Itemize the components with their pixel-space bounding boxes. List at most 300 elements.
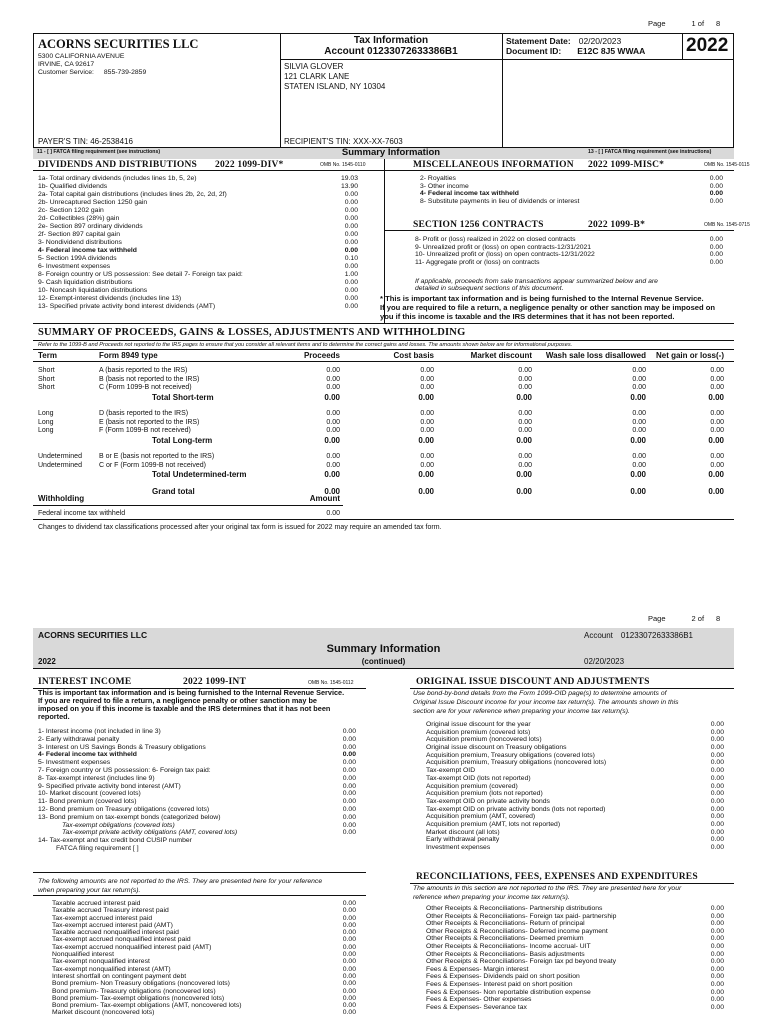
summary-subtitle: (continued) [361,657,406,666]
value-cell: 0.00 [632,452,646,460]
line-item [38,279,358,287]
line-label: 3- Other income [420,182,469,190]
divider [33,361,734,362]
div-section-title: DIVIDENDS AND DISTRIBUTIONS [38,160,198,170]
line-item [38,767,356,775]
line-label: Bond premium- Tax-exempt obligations (AMT, noncovered lots) [52,1002,242,1010]
line-value: 0.00 [342,1009,356,1017]
line-label: Investment expenses [426,844,491,851]
line-label: 10- Market discount (covered lots) [38,790,141,798]
proceeds-note: Refer to the 1099-B and Proceeds not reported to the IRS pages to ensure that you consider all relevant items and to determine the correct gains and losses. The amounts shown below are for informational purposes. [38,342,573,348]
line-label: 10- Unrealized profit or (loss) on open contracts-12/31/2022 [415,251,595,259]
line-value: 0.00 [342,751,356,759]
line-item [38,822,356,830]
value-cell: 0.00 [420,427,434,435]
page-label: Page [648,19,666,28]
line-value: 13.90 [340,183,358,190]
col-cost-basis: Cost basis [393,351,434,360]
line-label: Fees & Expenses- Dividends paid on short position [426,973,580,981]
line-value: 0.00 [342,914,356,922]
line-value: 0.00 [344,199,358,206]
line-label: Tax-exempt accrued interest paid [52,914,153,922]
line-label: 5- Section 199A dividends [38,255,117,262]
line-value: 0.00 [344,287,358,294]
value-cell: 0.00 [418,470,434,480]
line-label: 2b- Unrecaptured Section 1250 gain [38,199,148,206]
value-cell: 0.00 [710,367,724,374]
fatca-11: 11 - [ ] FATCA filing requirement (see instructions) [37,149,161,155]
document-id [506,47,645,57]
oid-note-2: Original Issue Discount income for your income tax return(s). The amounts shown in this [413,699,679,706]
rec-section-title: RECONCILIATIONS, FEES, EXPENSES AND EXPENDITURES [416,872,698,882]
line-item [426,966,724,974]
line-value: 0.00 [709,243,723,251]
value-cell: 0.00 [516,487,532,497]
line-value: 0.00 [710,965,724,973]
type-cell: Total Short-term [152,392,214,402]
line-value: 0.00 [710,950,724,958]
line-item [426,996,724,1004]
line-item [415,259,723,267]
line-item [52,951,356,958]
type-cell: B or E (basis not reported to the IRS) [99,452,215,460]
divider [410,883,734,884]
payer-address-1: 5300 CALIFORNIA AVENUE [38,53,125,60]
value-cell: 0.00 [632,384,646,392]
rec-lines [426,905,724,1011]
misc-form: 2022 1099-MISC* [588,160,665,170]
line-item [426,943,724,951]
fatca-13: 13 - [ ] FATCA filing requirement (see instructions) [588,149,712,155]
value-cell: 0.00 [632,427,646,435]
line-value: 0.00 [342,766,356,774]
line-value: 0.00 [342,813,356,821]
term-cell: Long [38,427,54,435]
line-label: Acquisition premium (noncovered lots) [426,736,542,744]
line-item [38,255,358,263]
line-label: Other Receipts & Reconciliations- Partnership distributions [426,905,603,912]
service-phone: 855-739-2859 [103,69,147,76]
line-item [426,721,724,729]
line-item [52,1009,356,1016]
line-label: 9- Unrealized profit or (loss) on open contracts-12/31/2021 [415,243,592,251]
value-cell: 0.00 [630,470,646,480]
int-not-reported-2: when preparing your tax return(s). [38,887,141,894]
line-label: Tax-exempt OID on private activity bonds (lots not reported) [426,805,606,813]
value-cell: 0.00 [420,367,434,374]
line-value: 0.00 [342,921,356,929]
recipient-address-2: STATEN ISLAND, NY 10304 [284,82,386,91]
line-item [52,900,356,907]
account [584,631,693,640]
rec-note-1: The amounts in this section are not reported to the IRS. They are presented here for your [413,885,682,892]
line-label: Tax-exempt accrued nonqualified interest paid [52,936,191,944]
line-label: Market discount (all lots) [426,828,500,836]
line-item [52,988,356,995]
line-value: 0.00 [710,736,724,744]
value-cell: 0.00 [710,384,724,392]
divider [33,505,343,506]
line-item [426,1004,724,1012]
line-item [426,913,724,921]
table-row [38,376,724,385]
type-cell: Total Long-term [152,435,213,445]
line-label: Bond premium- Treasury obligations (noncovered lots) [52,987,216,995]
divider [33,895,366,896]
value-cell: 0.00 [324,470,340,480]
divider [33,349,734,350]
value-cell: 0.00 [324,392,340,402]
line-item [52,966,356,973]
value-cell: 0.00 [324,435,340,445]
line-item [38,271,358,279]
line-value: 0.00 [709,175,723,182]
line-label: Original issue discount on Treasury obligations [426,744,567,752]
line-value: 0.00 [342,805,356,813]
account-label: Account [584,631,613,640]
type-cell: F (Form 1099-B not received) [99,427,191,435]
value-cell: 0.00 [632,375,646,383]
line-value: 0.00 [710,782,724,790]
divider [682,33,683,60]
value-cell: 0.00 [632,367,646,374]
type-cell: Grand total [152,487,195,497]
value-cell: 0.00 [420,409,434,417]
line-value: 0.00 [342,958,356,966]
line-value: 0.00 [342,943,356,951]
value-cell: 0.00 [420,384,434,392]
recipient-tin: RECIPIENT'S TIN: XXX-XX-7603 [284,137,403,146]
table-row [38,427,724,436]
proceeds-section-title: SUMMARY OF PROCEEDS, GAINS & LOSSES, ADJUSTMENTS AND WITHHOLDING [38,327,466,338]
document-id-label: Document ID: [506,46,562,56]
line-item [38,207,358,215]
value-cell: 0.00 [420,461,434,469]
value-cell: 0.00 [632,461,646,469]
line-item [426,783,724,791]
int-important-4: reported. [38,712,70,721]
line-label: Tax-exempt OID on private activity bonds [426,797,550,805]
line-value: 0.00 [344,191,358,198]
line-value: 0.00 [342,759,356,767]
important-3: you if this income is taxable and the IRS determines that it has not been reported. [380,312,675,321]
line-item [420,183,723,191]
line-value: 0.00 [342,782,356,790]
line-value: 0.00 [344,215,358,222]
line-item [426,981,724,989]
divider [280,59,734,60]
line-label: 2d- Collectibles (28%) gain [38,215,120,222]
line-item [38,215,358,223]
type-cell: B (basis not reported to the IRS) [99,375,200,383]
s1256-section-title: SECTION 1256 CONTRACTS [413,220,544,230]
term-cell: Undetermined [38,452,82,460]
line-value: 0.00 [710,767,724,775]
line-item [38,175,358,183]
value-cell: 0.00 [710,418,724,426]
page-number [648,615,720,624]
value-cell: 0.00 [708,470,724,480]
oid-note-1: Use bond-by-bond details from the Form 1099-OID page(s) to determine amounts of [413,690,667,697]
int-lines [38,728,356,853]
document-id-value: E12C 8J5 WWAA [577,46,646,56]
value-cell: 0.00 [518,367,532,374]
line-item [426,752,724,760]
line-item [52,980,356,987]
line-label: 6- Investment expenses [38,263,111,270]
line-value: 0.00 [710,912,724,920]
line-label: 2- Royalties [420,175,456,182]
line-label: Acquisition premium (lots not reported) [426,790,543,798]
line-label: Other Receipts & Reconciliations- Foreign tax paid- partnership [426,912,617,920]
payer-tin: PAYER'S TIN: 46-2538416 [38,137,133,146]
misc-lines [420,175,723,205]
line-label: 2f- Section 897 capital gain [38,231,120,238]
line-value: 0.00 [710,988,724,996]
value-cell: 0.00 [518,452,532,460]
line-value: 0.00 [342,980,356,988]
line-value: 0.00 [344,247,358,254]
line-label: Taxable accrued Treasury interest paid [52,907,169,915]
line-value: 0.00 [342,987,356,995]
line-value: 0.00 [344,279,358,286]
divider [33,519,734,520]
line-item [415,244,723,252]
line-item [52,944,356,951]
line-item [38,199,358,207]
line-item [38,775,356,783]
line-item [426,928,724,936]
important-1: * This is important tax information and is being furnished to the Internal Revenue Service. [380,294,704,303]
line-item [426,951,724,959]
value-cell: 0.00 [418,435,434,445]
line-item [38,751,356,759]
line-value: 0.00 [342,798,356,806]
line-item [38,814,356,822]
line-label: Acquisition premium (AMT, lots not reported) [426,820,561,828]
line-item [52,929,356,936]
line-value: 0.00 [710,828,724,836]
div-form: 2022 1099-DIV* [215,160,284,170]
line-value: 0.00 [710,980,724,988]
line-value: 0.00 [344,295,358,302]
line-label: Market discount (noncovered lots) [52,1009,155,1017]
line-item [426,829,724,837]
s1256-note-1: If applicable, proceeds from sale transactions appear summarized below and are [415,278,658,285]
table-row [38,410,724,419]
line-item [38,736,356,744]
payer-name: ACORNS SECURITIES LLC [38,37,199,51]
line-value: 0.00 [342,994,356,1002]
value-cell: 0.00 [518,384,532,392]
line-value: 0.00 [342,821,356,829]
int-form: 2022 1099-INT [183,677,247,687]
line-value: 0.00 [709,258,723,266]
recipient-address-1: 121 CLARK LANE [284,72,350,81]
summary-title: Summary Information [326,643,441,655]
line-value: 0.00 [344,303,358,310]
line-value: 0.00 [344,223,358,230]
line-value: 0.00 [710,1003,724,1011]
important-2: If you are required to file a return, a negligence penalty or other sanction may be imposed on [380,303,716,312]
line-value: 0.00 [710,927,724,935]
footer-note: Changes to dividend tax classifications processed after your original tax form is issued for 2022 may require an amended tax form. [38,524,442,531]
line-label: Interest shortfall on contingent payment debt [52,972,187,980]
line-value: 0.00 [342,951,356,959]
value-cell: 0.00 [326,384,340,392]
term-cell: Short [38,375,55,383]
type-cell: D (basis reported to the IRS) [99,409,189,417]
service-label: Customer Service: [38,69,94,76]
divider [33,323,734,324]
line-value: 0.00 [342,936,356,944]
line-item [38,806,356,814]
line-label: Original issue discount for the year [426,721,531,728]
divider [33,872,366,873]
fed-withheld-value: 0.00 [326,510,340,517]
line-label: Acquisition premium (AMT, covered) [426,813,536,821]
table-row [38,419,724,428]
line-value: 0.00 [710,920,724,928]
value-cell: 0.00 [630,392,646,402]
line-label: 2- Early withdrawal penalty [38,735,120,743]
line-item [426,836,724,844]
account-number: 01233072633386B1 [620,631,693,640]
line-item [52,922,356,929]
line-item [52,936,356,943]
line-value: 0.00 [342,829,356,837]
value-cell: 0.00 [326,452,340,460]
line-value: 0.00 [344,239,358,246]
line-value: 0.00 [342,929,356,937]
line-label: 11- Aggregate profit or (loss) on contracts [415,258,540,266]
line-item [52,995,356,1002]
table-row [38,367,724,376]
line-item [426,935,724,943]
value-cell: 0.00 [710,409,724,417]
value-cell: 0.00 [632,418,646,426]
line-item [52,1002,356,1009]
line-value: 0.00 [342,972,356,980]
value-cell: 0.00 [710,427,724,435]
line-label: Tax-exempt nonqualified interest (AMT) [52,965,171,973]
misc-section-title: MISCELLANEOUS INFORMATION [413,160,574,170]
line-label: Fees & Expenses- Non reportable distribution expense [426,988,591,996]
line-label: 2e- Section 897 ordinary dividends [38,223,143,230]
value-cell: 0.00 [326,409,340,417]
line-label: Fees & Expenses- Other expenses [426,996,532,1004]
line-label: 12- Bond premium on Treasury obligations (covered lots) [38,805,210,813]
page-label: Page [648,614,666,623]
table-row [38,453,724,462]
int-important-2: If you are required to file a return, a negligence penalty or other sanction may be [38,696,317,705]
line-label: 1- Interest income (not included in line 3) [38,728,161,735]
col-term: Term [38,351,57,360]
term-cell: Undetermined [38,461,82,469]
divider [33,340,734,341]
line-item [38,263,358,271]
line-label: Bond premium- Non Treasury obligations (noncovered lots) [52,980,230,988]
line-item [38,295,358,303]
line-label: Taxable accrued nonqualified interest paid [52,929,179,937]
type-cell: Total Undetermined-term [152,470,247,480]
value-cell: 0.00 [324,487,340,497]
statement-date-value: 02/20/2023 [578,36,622,46]
value-cell: 0.00 [630,435,646,445]
line-label: Early withdrawal penalty [426,836,500,844]
line-label: Other Receipts & Reconciliations- Return of principal [426,920,585,928]
line-label: 9- Specified private activity bond interest (AMT) [38,782,181,790]
line-value: 0.00 [710,958,724,966]
line-item [426,905,724,913]
line-label: 3- Nondividend distributions [38,239,122,246]
line-label: 8- Foreign country or US possession: See detail 7- Foreign tax paid: [38,271,243,278]
col-net-gain: Net gain or loss(-) [655,351,724,360]
line-item [420,190,723,198]
line-label: 1a- Total ordinary dividends (includes lines 1b, 5, 2e) [38,175,197,182]
term-cell: Short [38,384,55,392]
line-value: 0.00 [710,797,724,805]
value-cell: 0.00 [708,392,724,402]
table-row [38,479,724,488]
line-value: 0.00 [342,743,356,751]
line-label: Acquisition premium (covered lots) [426,728,531,736]
line-item [426,767,724,775]
line-label: FATCA filing requirement [ ] [56,844,139,852]
line-value: 0.00 [710,973,724,981]
line-value: 0.00 [710,813,724,821]
int-important-3: imposed on you if this income is taxable and the IRS determines that it has not been [38,704,331,713]
line-value: 0.00 [710,935,724,943]
line-value: 0.00 [710,942,724,950]
line-item [426,736,724,744]
line-item [420,175,723,183]
table-row [38,462,724,471]
value-cell: 0.00 [518,409,532,417]
line-label: 13- Bond premium on tax-exempt bonds (categorized below) [38,813,221,821]
line-label: Acquisition premium (covered) [426,782,518,790]
line-label: 10- Noncash liquidation distributions [38,287,148,294]
line-value: 0.00 [342,907,356,915]
line-label: 12- Exempt-interest dividends (includes line 13) [38,295,182,302]
term-cell: Long [38,418,54,426]
value-cell: 0.00 [516,435,532,445]
value-cell: 0.00 [418,392,434,402]
table-row [38,444,724,453]
line-value: 0.10 [344,255,358,262]
line-label: 2c- Section 1202 gain [38,207,104,214]
line-item [415,236,723,244]
line-item [426,806,724,814]
line-label: 3- Interest on US Savings Bonds & Treasury obligations [38,743,206,751]
table-row [38,487,724,497]
line-value: 0.00 [342,790,356,798]
type-cell: E (basis not reported to the IRS) [99,418,200,426]
line-item [38,191,358,199]
int-section-title: INTEREST INCOME [38,677,132,687]
div-omb: OMB No. 1545-0110 [320,162,366,168]
value-cell: 0.00 [516,470,532,480]
payer-name: ACORNS SECURITIES LLC [38,630,148,640]
value-cell: 0.00 [326,418,340,426]
value-cell: 0.00 [708,435,724,445]
line-item [38,287,358,295]
line-label: Tax-exempt nonqualified interest [52,958,150,966]
line-value: 0.00 [344,263,358,270]
statement-date: 02/20/2023 [584,657,625,666]
line-label: 8- Substitute payments in lieu of dividends or interest [420,197,580,205]
page-num: 2 of [691,614,705,623]
